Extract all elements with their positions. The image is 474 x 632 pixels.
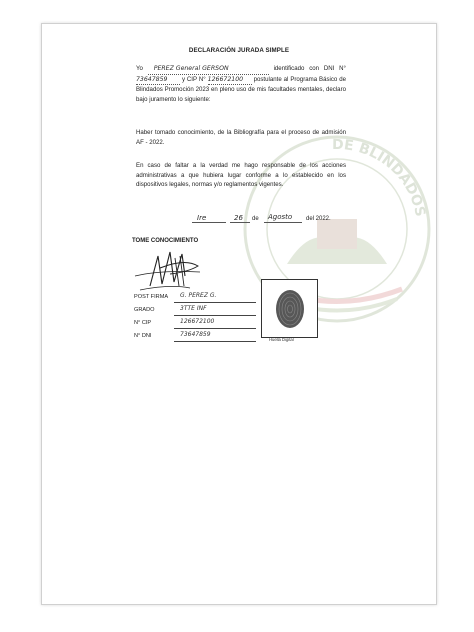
responsibility-paragraph: En caso de faltar a la verdad me hago responsable de los acciones administrativas a que hubiera lugar conforme a lo establecido en los dispositivos legales, normas y/o reglamentos vigentes.	[136, 162, 346, 189]
declaration-rest: postulante al Programa Básico de Blindados Promoción 2023 en pleno uso de mis facultades mentales, declaro bajo juramento lo siguiente:	[136, 75, 346, 103]
cip-field-value: 126672100	[180, 318, 215, 325]
signature	[130, 246, 220, 294]
grado-label: GRADO	[134, 307, 155, 313]
declarant-name: PEREZ General GERSON	[148, 64, 269, 75]
yo-label: Yo	[136, 65, 143, 72]
thumbprint-box	[261, 279, 318, 338]
cip-label: y CIP N°	[181, 75, 206, 83]
field-post-firma	[134, 294, 259, 304]
tome-conocimiento-label: TOME CONOCIMIENTO	[132, 238, 199, 244]
date-line	[192, 214, 352, 226]
cip-handwritten: 126672100	[208, 75, 252, 86]
date-year: del 2022.	[306, 216, 331, 222]
dni-field-value: 73647859	[180, 331, 211, 338]
date-day: 26	[234, 214, 243, 222]
post-firma-value: G. PEREZ G.	[180, 292, 217, 299]
declaration-paragraph	[136, 64, 346, 104]
document-title: DECLARACIÓN JURADA SIMPLE	[188, 47, 290, 54]
thumbprint-caption: Huella Digital	[269, 337, 294, 342]
dni-label: identificado con DNI N°	[273, 65, 346, 72]
thumbprint-icon	[262, 280, 317, 337]
dni-handwritten: 73647859	[136, 75, 180, 86]
grado-value: 3TTE INF	[180, 305, 207, 312]
post-firma-label: POST FIRMA	[134, 294, 169, 300]
field-grado	[134, 307, 259, 317]
date-de: de	[252, 216, 259, 222]
field-cip	[134, 320, 259, 330]
dni-field-label: N° DNI	[134, 333, 152, 339]
cip-field-label: N° CIP	[134, 320, 152, 326]
field-dni	[134, 333, 259, 343]
document-page	[41, 23, 437, 605]
date-month: Agosto	[268, 213, 293, 221]
watermark-text: DE BLINDADOS	[331, 136, 429, 219]
bibliography-paragraph: Haber tomado conocimiento, de la Bibliografía para el proceso de admisión AF - 2022.	[136, 129, 346, 146]
date-city: Ire	[197, 214, 207, 222]
